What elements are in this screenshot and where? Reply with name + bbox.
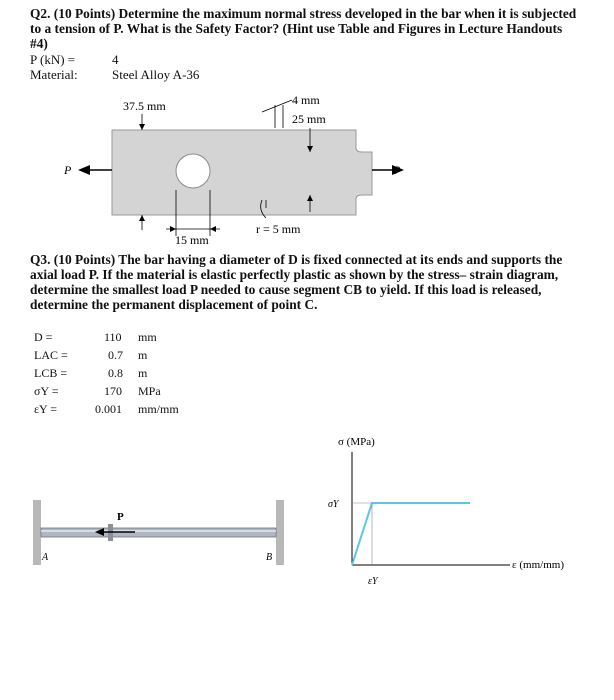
q2-param-value-p: 4: [112, 52, 119, 67]
strain-axis-label: ε (mm/mm): [512, 559, 564, 571]
dim-step-label: 25 mm: [292, 112, 326, 126]
q3-param-unit-sigma-y: MPa: [138, 384, 161, 398]
q3-param-value-d: 110: [104, 330, 122, 344]
right-load-label: P: [393, 163, 401, 177]
q3-param-label-epsilon-y: εY =: [34, 402, 58, 416]
left-wall: [33, 500, 41, 565]
q3-load-label: P: [117, 511, 124, 523]
plate-hole: [176, 154, 210, 188]
q2-param-value-material: Steel Alloy A-36: [112, 67, 200, 82]
dim-hole-arrow-right: [210, 226, 216, 232]
yield-stress-label: σY: [328, 499, 339, 510]
end-b-label: B: [266, 552, 273, 563]
q3-param-unit-d: mm: [138, 330, 157, 344]
dim-width-arrow-top: [139, 124, 145, 130]
yield-strain-label: εY: [368, 576, 378, 587]
dim-width-label: 37.5 mm: [123, 99, 166, 113]
q3-param-unit-lac: m: [138, 348, 148, 362]
q3-param-value-lac: 0.7: [108, 348, 123, 362]
q3-param-label-lcb: LCB =: [34, 366, 68, 380]
q3-question-line-4: determine the permanent displacement of point C.: [30, 297, 318, 312]
q2-question-line-2: to a tension of P. What is the Safety Factor? (Hint use Table and Figures in Lecture Handouts: [30, 21, 563, 36]
plate-body: [112, 130, 372, 215]
bar-body: [41, 528, 276, 537]
q3-param-label-sigma-y: σY =: [34, 384, 59, 398]
q3-param-label-lac: LAC =: [34, 348, 68, 362]
stress-strain-diagram: [300, 430, 600, 610]
q2-param-label-material: Material:: [30, 67, 78, 82]
right-wall: [276, 500, 284, 565]
dim-hole-label: 15 mm: [175, 233, 209, 247]
q2-question-line-3: #4): [30, 36, 48, 51]
q3-bar-figure: [0, 490, 300, 580]
end-a-label: A: [42, 552, 49, 563]
dim-thickness-label: 4 mm: [292, 93, 320, 107]
q3-param-unit-lcb: m: [138, 366, 148, 380]
q3-param-value-epsilon-y: 0.001: [95, 402, 122, 416]
q3-param-label-d: D =: [34, 330, 53, 344]
stress-axis-label: σ (MPa): [338, 436, 375, 448]
left-load-label: P: [64, 163, 72, 177]
dim-hole-arrow-left: [170, 226, 176, 232]
q2-plate-figure: [0, 85, 614, 250]
left-load-arrowhead: [78, 165, 90, 175]
stress-strain-curve: [352, 503, 470, 565]
dim-radius-label: r = 5 mm: [256, 222, 301, 236]
q3-question-line-1: Q3. (10 Points) The bar having a diameter of D is fixed connected at its ends and supports the: [30, 252, 563, 267]
q3-question-line-3: determine the smallest load P needed to cause segment CB to yield. If this load is released,: [30, 282, 542, 297]
dim-width-arrow-bottom: [139, 215, 145, 221]
q3-param-unit-epsilon-y: mm/mm: [138, 402, 179, 416]
q3-param-value-lcb: 0.8: [108, 366, 123, 380]
dim-thickness-arrow-line: [262, 100, 292, 112]
q2-question-line-1: Q2. (10 Points) Determine the maximum normal stress developed in the bar when it is subjected: [30, 6, 577, 21]
q3-param-value-sigma-y: 170: [104, 384, 122, 398]
q2-param-label-p: P (kN) =: [30, 52, 76, 67]
q3-question-line-2: axial load P. If the material is elastic perfectly plastic as shown by the stress– strain diagram,: [30, 267, 559, 282]
